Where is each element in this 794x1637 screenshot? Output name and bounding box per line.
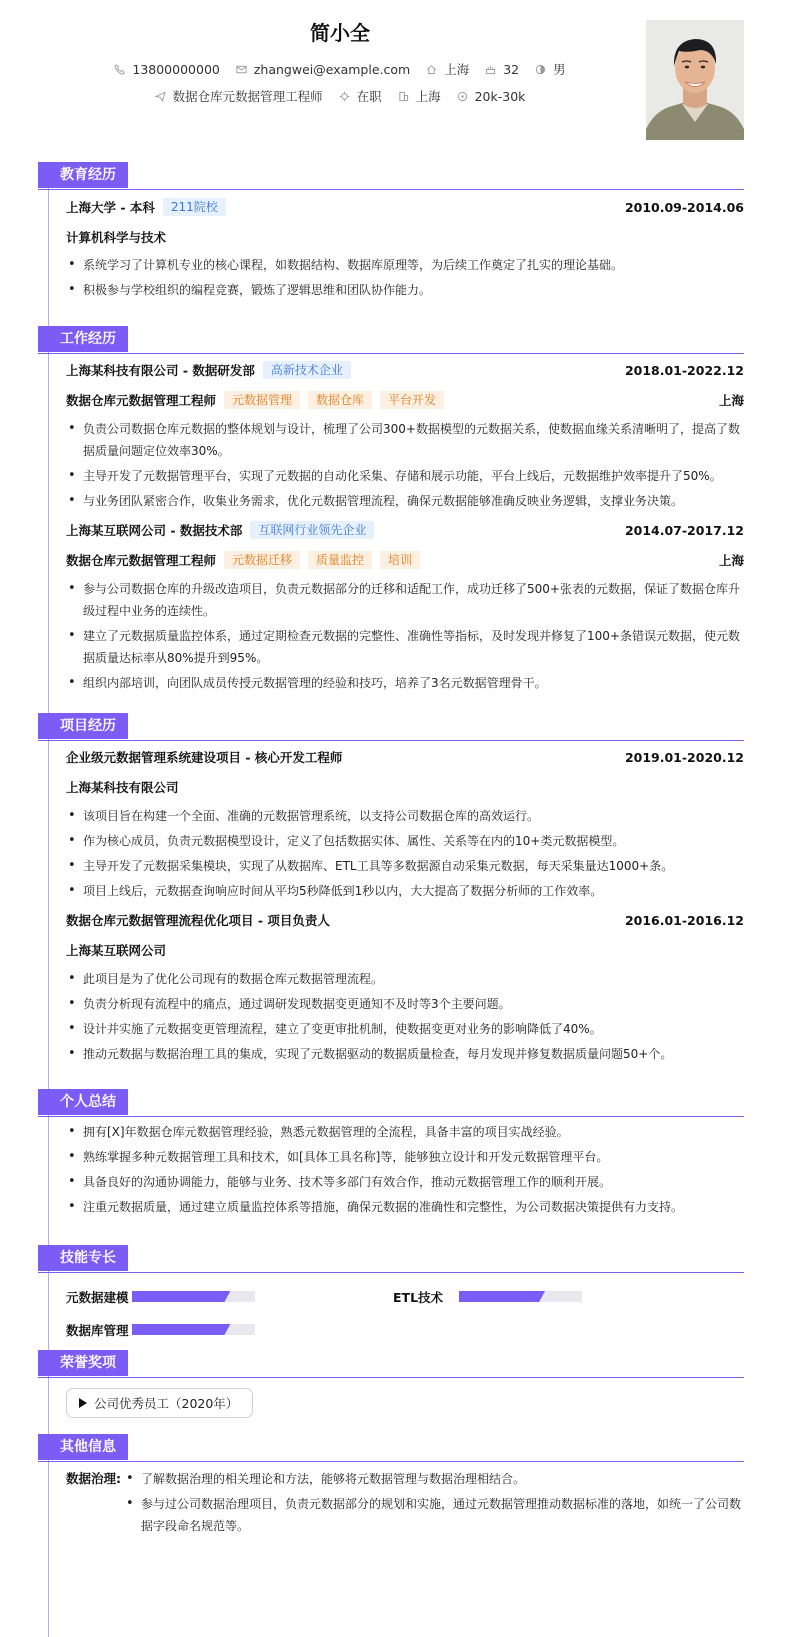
job-bullets — [66, 418, 744, 512]
list-item: • 推动元数据与数据治理工具的集成，实现了元数据驱动的数据质量检查，每月发现并修复数据质量问题50+个。 — [66, 1043, 744, 1065]
list-item: • 负责分析现有流程中的痛点，通过调研发现数据变更通知不及时等3个主要问题。 — [66, 993, 744, 1015]
section-rule — [38, 1461, 744, 1462]
list-item: • 主导开发了元数据管理平台，实现了元数据的自动化采集、存储和展示功能，平台上线后，元数据维护效率提升了50%。 — [66, 465, 744, 487]
email-text: zhangwei@example.com — [253, 62, 411, 77]
list-item: • 了解数据治理的相关理论和方法，能够将元数据管理与数据治理相结合。 — [124, 1468, 744, 1490]
section-rule — [38, 353, 744, 354]
status-text: 在职 — [356, 89, 382, 104]
skill-tag: 平台开发 — [380, 391, 444, 409]
project-company: 上海某互联网公司 — [66, 943, 167, 958]
project-name: 数据仓库元数据管理流程优化项目 - 项目负责人 — [66, 913, 330, 928]
section-rule — [38, 1116, 744, 1117]
company-row — [66, 355, 744, 385]
skill-tag: 元数据管理 — [224, 391, 300, 409]
section-title: 技能专长 — [38, 1245, 128, 1271]
gender-text: 男 — [553, 62, 566, 77]
list-item: • 此项目是为了优化公司现有的数据仓库元数据管理流程。 — [66, 968, 744, 990]
summary-section — [38, 1089, 744, 1221]
email-item — [236, 62, 410, 77]
project-name: 企业级元数据管理系统建设项目 - 核心开发工程师 — [66, 750, 343, 765]
project-date: 2019.01-2020.12 — [624, 749, 744, 765]
section-title: 项目经历 — [38, 713, 128, 739]
work-city-item — [398, 87, 441, 105]
skill-bar-fill — [132, 1324, 230, 1335]
project-company: 上海某科技有限公司 — [66, 780, 179, 795]
section-rule — [38, 1377, 744, 1378]
other-section — [38, 1434, 744, 1540]
salary-item — [457, 89, 526, 104]
section-title: 教育经历 — [38, 162, 128, 188]
coin-icon — [457, 91, 468, 102]
skill-tag: 培训 — [380, 551, 420, 569]
age-item — [485, 62, 519, 77]
skill-name: ETL技术 — [393, 1289, 444, 1305]
education-bullets — [66, 254, 744, 301]
list-item: • 参与过公司数据治理项目，负责元数据部分的规划和实施，通过元数据管理推动数据标准的落地，如统一了公司数据字段命名规范等。 — [124, 1493, 744, 1537]
skill-tag: 元数据迁移 — [224, 551, 300, 569]
award-item[interactable] — [66, 1388, 253, 1418]
work-header — [38, 326, 744, 354]
section-title: 个人总结 — [38, 1089, 128, 1115]
building-icon — [398, 91, 409, 102]
company-tag: 互联网行业领先企业 — [250, 521, 374, 539]
city-text: 上海 — [444, 62, 470, 77]
projects-section — [38, 713, 744, 1068]
company-row — [66, 515, 744, 545]
skill-item — [66, 1313, 393, 1346]
section-rule — [38, 740, 744, 741]
role-row — [66, 385, 744, 415]
honors-header — [38, 1350, 744, 1378]
list-item: • 积极参与学校组织的编程竞赛，锻炼了逻辑思维和团队协作能力。 — [66, 279, 744, 301]
section-title: 工作经历 — [38, 326, 128, 352]
project-bullets — [66, 805, 744, 902]
list-item: • 与业务团队紧密合作，收集业务需求，优化元数据管理流程，确保元数据能够准确反映业务逻辑，支撑业务决策。 — [66, 490, 744, 512]
work-city-text: 上海 — [415, 89, 441, 104]
major-name: 计算机科学与技术 — [66, 230, 167, 245]
project-row — [66, 905, 744, 935]
work-section — [38, 326, 744, 697]
salary-text: 20k-30k — [474, 89, 526, 104]
project-row — [66, 742, 744, 772]
section-title: 其他信息 — [38, 1434, 128, 1460]
skills-list — [38, 1273, 744, 1346]
skills-section — [38, 1245, 744, 1346]
contact-row — [0, 60, 680, 78]
triangle-right-icon — [79, 1398, 87, 1408]
list-item: • 设计并实施了元数据变更管理流程，建立了变更审批机制，使数据变更对业务的影响降低了40%。 — [66, 1018, 744, 1040]
list-item: • 注重元数据质量，通过建立质量监控体系等措施，确保元数据的准确性和完整性，为公司数据决策提供有力支持。 — [66, 1196, 744, 1218]
other-bullets — [124, 1468, 744, 1540]
list-item: • 具备良好的沟通协调能力，能够与业务、技术等多部门有效合作，推动元数据管理工作的顺利开展。 — [66, 1171, 744, 1193]
section-rule — [38, 189, 744, 190]
skills-header — [38, 1245, 744, 1273]
skill-bar-fill — [459, 1291, 545, 1302]
job-bullets — [66, 578, 744, 694]
section-title: 荣誉奖项 — [38, 1350, 128, 1376]
status-item — [339, 87, 382, 105]
send-icon — [155, 91, 166, 102]
gender-icon — [535, 64, 546, 75]
list-item: • 参与公司数据仓库的升级改造项目，负责元数据部分的迁移和适配工作，成功迁移了500+张表的元数据，保证了数据仓库升级过程中业务的连续性。 — [66, 578, 744, 622]
role-name: 数据仓库元数据管理工程师 — [66, 553, 217, 568]
list-item: • 熟练掌握多种元数据管理工具和技术，如[具体工具名称]等，能够独立设计和开发元数据管理平台。 — [66, 1146, 744, 1168]
project-company-row — [66, 935, 744, 965]
skill-name: 元数据建模 — [66, 1289, 129, 1305]
school-tag: 211院校 — [163, 198, 226, 216]
cake-icon — [485, 64, 496, 75]
skill-tag: 质量监控 — [308, 551, 372, 569]
job-intent-row — [0, 87, 680, 105]
education-header — [38, 162, 744, 190]
skill-item — [66, 1280, 393, 1313]
summary-bullets — [66, 1121, 744, 1218]
job-location: 上海 — [718, 553, 744, 568]
other-header — [38, 1434, 744, 1462]
position-item — [155, 87, 323, 105]
skill-bar-fill — [132, 1291, 230, 1302]
list-item: • 主导开发了元数据采集模块，实现了从数据库、ETL工具等多数据源自动采集元数据，每天采集量达1000+条。 — [66, 855, 744, 877]
age-text: 32 — [503, 62, 520, 77]
school-name: 上海大学 - 本科 — [66, 200, 155, 215]
list-item: • 组织内部培训，向团队成员传授元数据管理的经验和技巧，培养了3名元数据管理骨干。 — [66, 672, 744, 694]
skill-bar — [459, 1291, 582, 1302]
skill-bar — [132, 1291, 255, 1302]
mail-icon — [236, 64, 247, 75]
list-item: • 建立了元数据质量监控体系，通过定期检查元数据的完整性、准确性等指标，及时发现并修复了100+条错误元数据，使元数据质量达标率从80%提升到95%。 — [66, 625, 744, 669]
job-date: 2018.01-2022.12 — [624, 362, 744, 378]
list-item: • 系统学习了计算机专业的核心课程，如数据结构、数据库原理等，为后续工作奠定了扎实的理论基础。 — [66, 254, 744, 276]
other-label: 数据治理: — [66, 1471, 121, 1486]
phone-icon — [114, 64, 125, 75]
list-item: • 项目上线后，元数据查询响应时间从平均5秒降低到1秒以内，大大提高了数据分析师的工作效率。 — [66, 880, 744, 902]
skill-bar — [132, 1324, 255, 1335]
profile-photo — [646, 20, 744, 140]
position-text: 数据仓库元数据管理工程师 — [172, 89, 323, 104]
list-item: • 负责公司数据仓库元数据的整体规划与设计，梳理了公司300+数据模型的元数据关系，使数据血缘关系清晰明了，提高了数据质量问题定位效率30%。 — [66, 418, 744, 462]
resume-header — [0, 0, 794, 150]
job-location: 上海 — [718, 393, 744, 408]
candidate-name: 简小全 — [310, 21, 370, 45]
other-content — [38, 1462, 744, 1540]
phone-item — [114, 62, 219, 77]
section-rule — [38, 1272, 744, 1273]
phone-text: 13800000000 — [132, 62, 220, 77]
honors-section — [38, 1350, 744, 1418]
company-name: 上海某科技有限公司 - 数据研发部 — [66, 363, 255, 378]
city-item — [426, 60, 469, 78]
skill-name: 数据库管理 — [66, 1322, 129, 1338]
role-name: 数据仓库元数据管理工程师 — [66, 393, 217, 408]
home-icon — [426, 64, 437, 75]
list-item: • 该项目旨在构建一个全面、准确的元数据管理系统，以支持公司数据仓库的高效运行。 — [66, 805, 744, 827]
role-row — [66, 545, 744, 575]
list-item: • 作为核心成员，负责元数据模型设计，定义了包括数据实体、属性、关系等在内的10+类元数据模型。 — [66, 830, 744, 852]
status-icon — [339, 91, 350, 102]
projects-header — [38, 713, 744, 741]
gender-item — [535, 60, 566, 78]
award-text: 公司优秀员工（2020年） — [94, 1396, 239, 1411]
list-item: • 拥有[X]年数据仓库元数据管理经验，熟悉元数据管理的全流程，具备丰富的项目实战经验。 — [66, 1121, 744, 1143]
education-section — [38, 162, 744, 304]
company-tag: 高新技术企业 — [263, 361, 351, 379]
avatar — [646, 20, 744, 140]
skill-item — [393, 1280, 720, 1313]
company-name: 上海某互联网公司 - 数据技术部 — [66, 523, 243, 538]
project-bullets — [66, 968, 744, 1065]
education-date: 2010.09-2014.06 — [624, 199, 744, 215]
job-date: 2014.07-2017.12 — [624, 522, 744, 538]
major-row — [66, 222, 744, 252]
project-company-row — [66, 772, 744, 802]
summary-header — [38, 1089, 744, 1117]
project-date: 2016.01-2016.12 — [624, 912, 744, 928]
skill-tag: 数据仓库 — [308, 391, 372, 409]
education-row — [66, 192, 744, 222]
